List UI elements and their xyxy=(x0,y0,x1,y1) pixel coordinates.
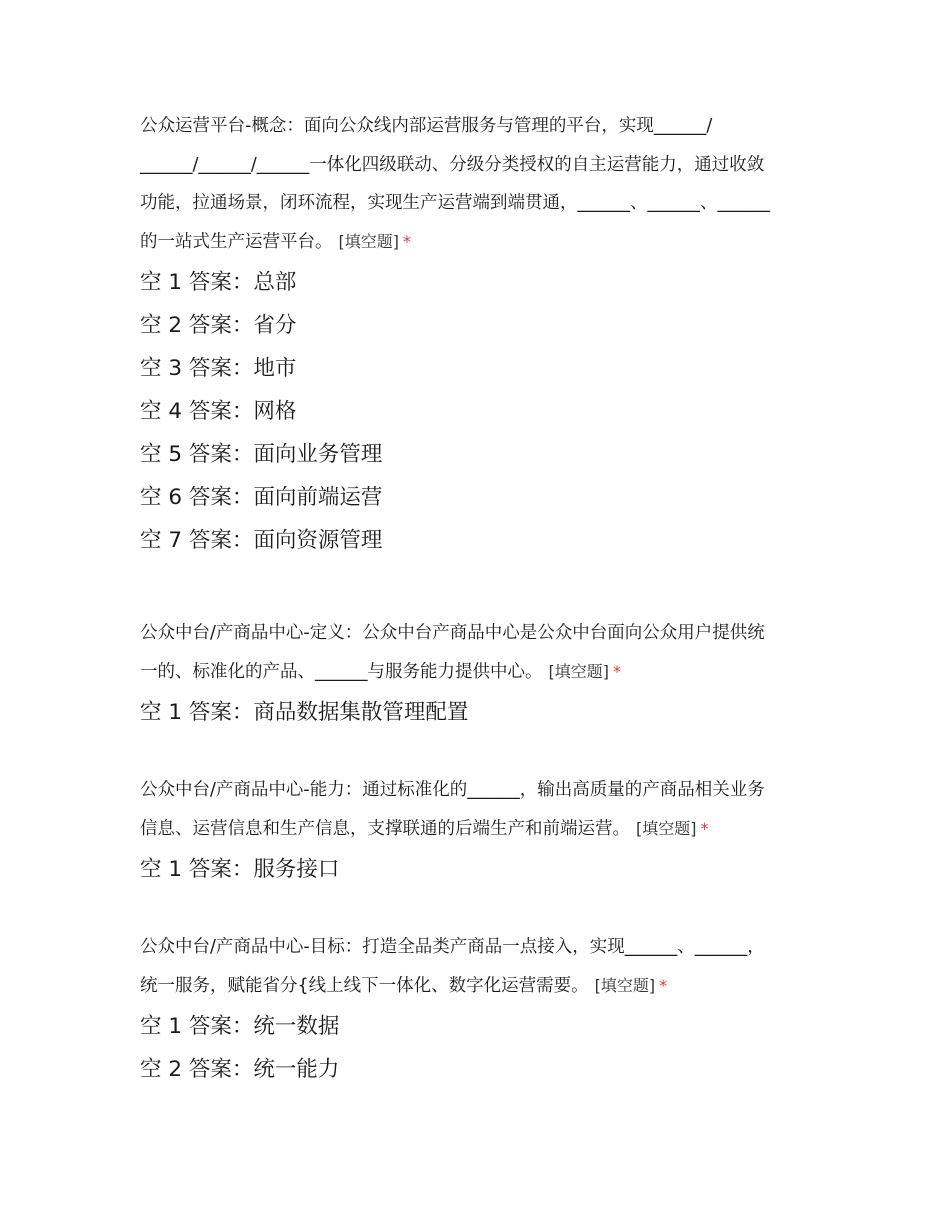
answer-1: 空 1 答案：服务接口 xyxy=(140,857,340,882)
question-3 xyxy=(140,771,816,891)
question-4-line-1: 公众中台/产商品中心-目标：打造全品类产商品一点接入，实现______、______， xyxy=(140,937,765,957)
question-type-label: [填空题] xyxy=(594,975,656,995)
question-type-label: [填空题] xyxy=(636,818,697,838)
answer-3: 空 3 答案：地市 xyxy=(140,356,297,381)
answer-2: 空 2 答案：统一能力 xyxy=(140,1057,340,1082)
answer-6: 空 6 答案：面向前端运营 xyxy=(140,485,383,510)
question-1-line-4-text: 的一站式生产运营平台。 xyxy=(140,231,333,252)
spacer xyxy=(140,562,816,614)
answer-5: 空 5 答案：面向业务管理 xyxy=(140,442,383,467)
question-1-line-3: 功能，拉通场景，闭环流程，实现生产运营端到端贯通，______、______、______ xyxy=(140,193,770,213)
document-page xyxy=(140,107,816,1091)
question-2-line-2-text: 一的、标准化的产品、______与服务能力提供中心。 xyxy=(140,661,543,682)
answer-7: 空 7 答案：面向资源管理 xyxy=(140,528,383,553)
question-3-line-2 xyxy=(140,810,816,849)
question-4 xyxy=(140,928,816,1091)
question-3-line-2-text: 信息、运营信息和生产信息，支撑联通的后端生产和前端运营。 xyxy=(140,818,630,839)
question-1 xyxy=(140,107,816,562)
answer-2: 空 2 答案：省分 xyxy=(140,313,297,338)
answer-4: 空 4 答案：网格 xyxy=(140,399,297,424)
question-4-line-2-text: 统一服务，赋能省分{线上线下一体化、数字化运营需要。 xyxy=(140,975,589,996)
required-mark: * xyxy=(700,818,709,838)
question-2-line-1: 公众中台/产商品中心-定义：公众中台产商品中心是公众中台面向公众用户提供统 xyxy=(140,623,765,643)
spacer xyxy=(140,734,816,771)
answer-1: 空 1 答案：商品数据集散管理配置 xyxy=(140,700,469,725)
required-mark: * xyxy=(613,661,621,681)
question-4-line-2 xyxy=(140,967,816,1006)
spacer xyxy=(140,891,816,928)
required-mark: * xyxy=(659,975,668,995)
required-mark: * xyxy=(403,231,411,251)
question-2-line-2 xyxy=(140,653,816,692)
question-2 xyxy=(140,614,816,734)
answer-1: 空 1 答案：统一数据 xyxy=(140,1014,340,1039)
question-1-line-4 xyxy=(140,223,816,262)
question-3-line-1: 公众中台/产商品中心-能力：通过标准化的______，输出高质量的产商品相关业务 xyxy=(140,780,765,800)
answer-1: 空 1 答案：总部 xyxy=(140,270,297,295)
question-1-line-1: 公众运营平台-概念：面向公众线内部运营服务与管理的平台，实现______/ xyxy=(140,116,713,136)
question-type-label: [填空题] xyxy=(548,661,609,681)
question-1-line-2: ______/______/______一体化四级联动、分级分类授权的自主运营能力，通过收敛 xyxy=(140,154,765,175)
question-type-label: [填空题] xyxy=(338,231,399,251)
